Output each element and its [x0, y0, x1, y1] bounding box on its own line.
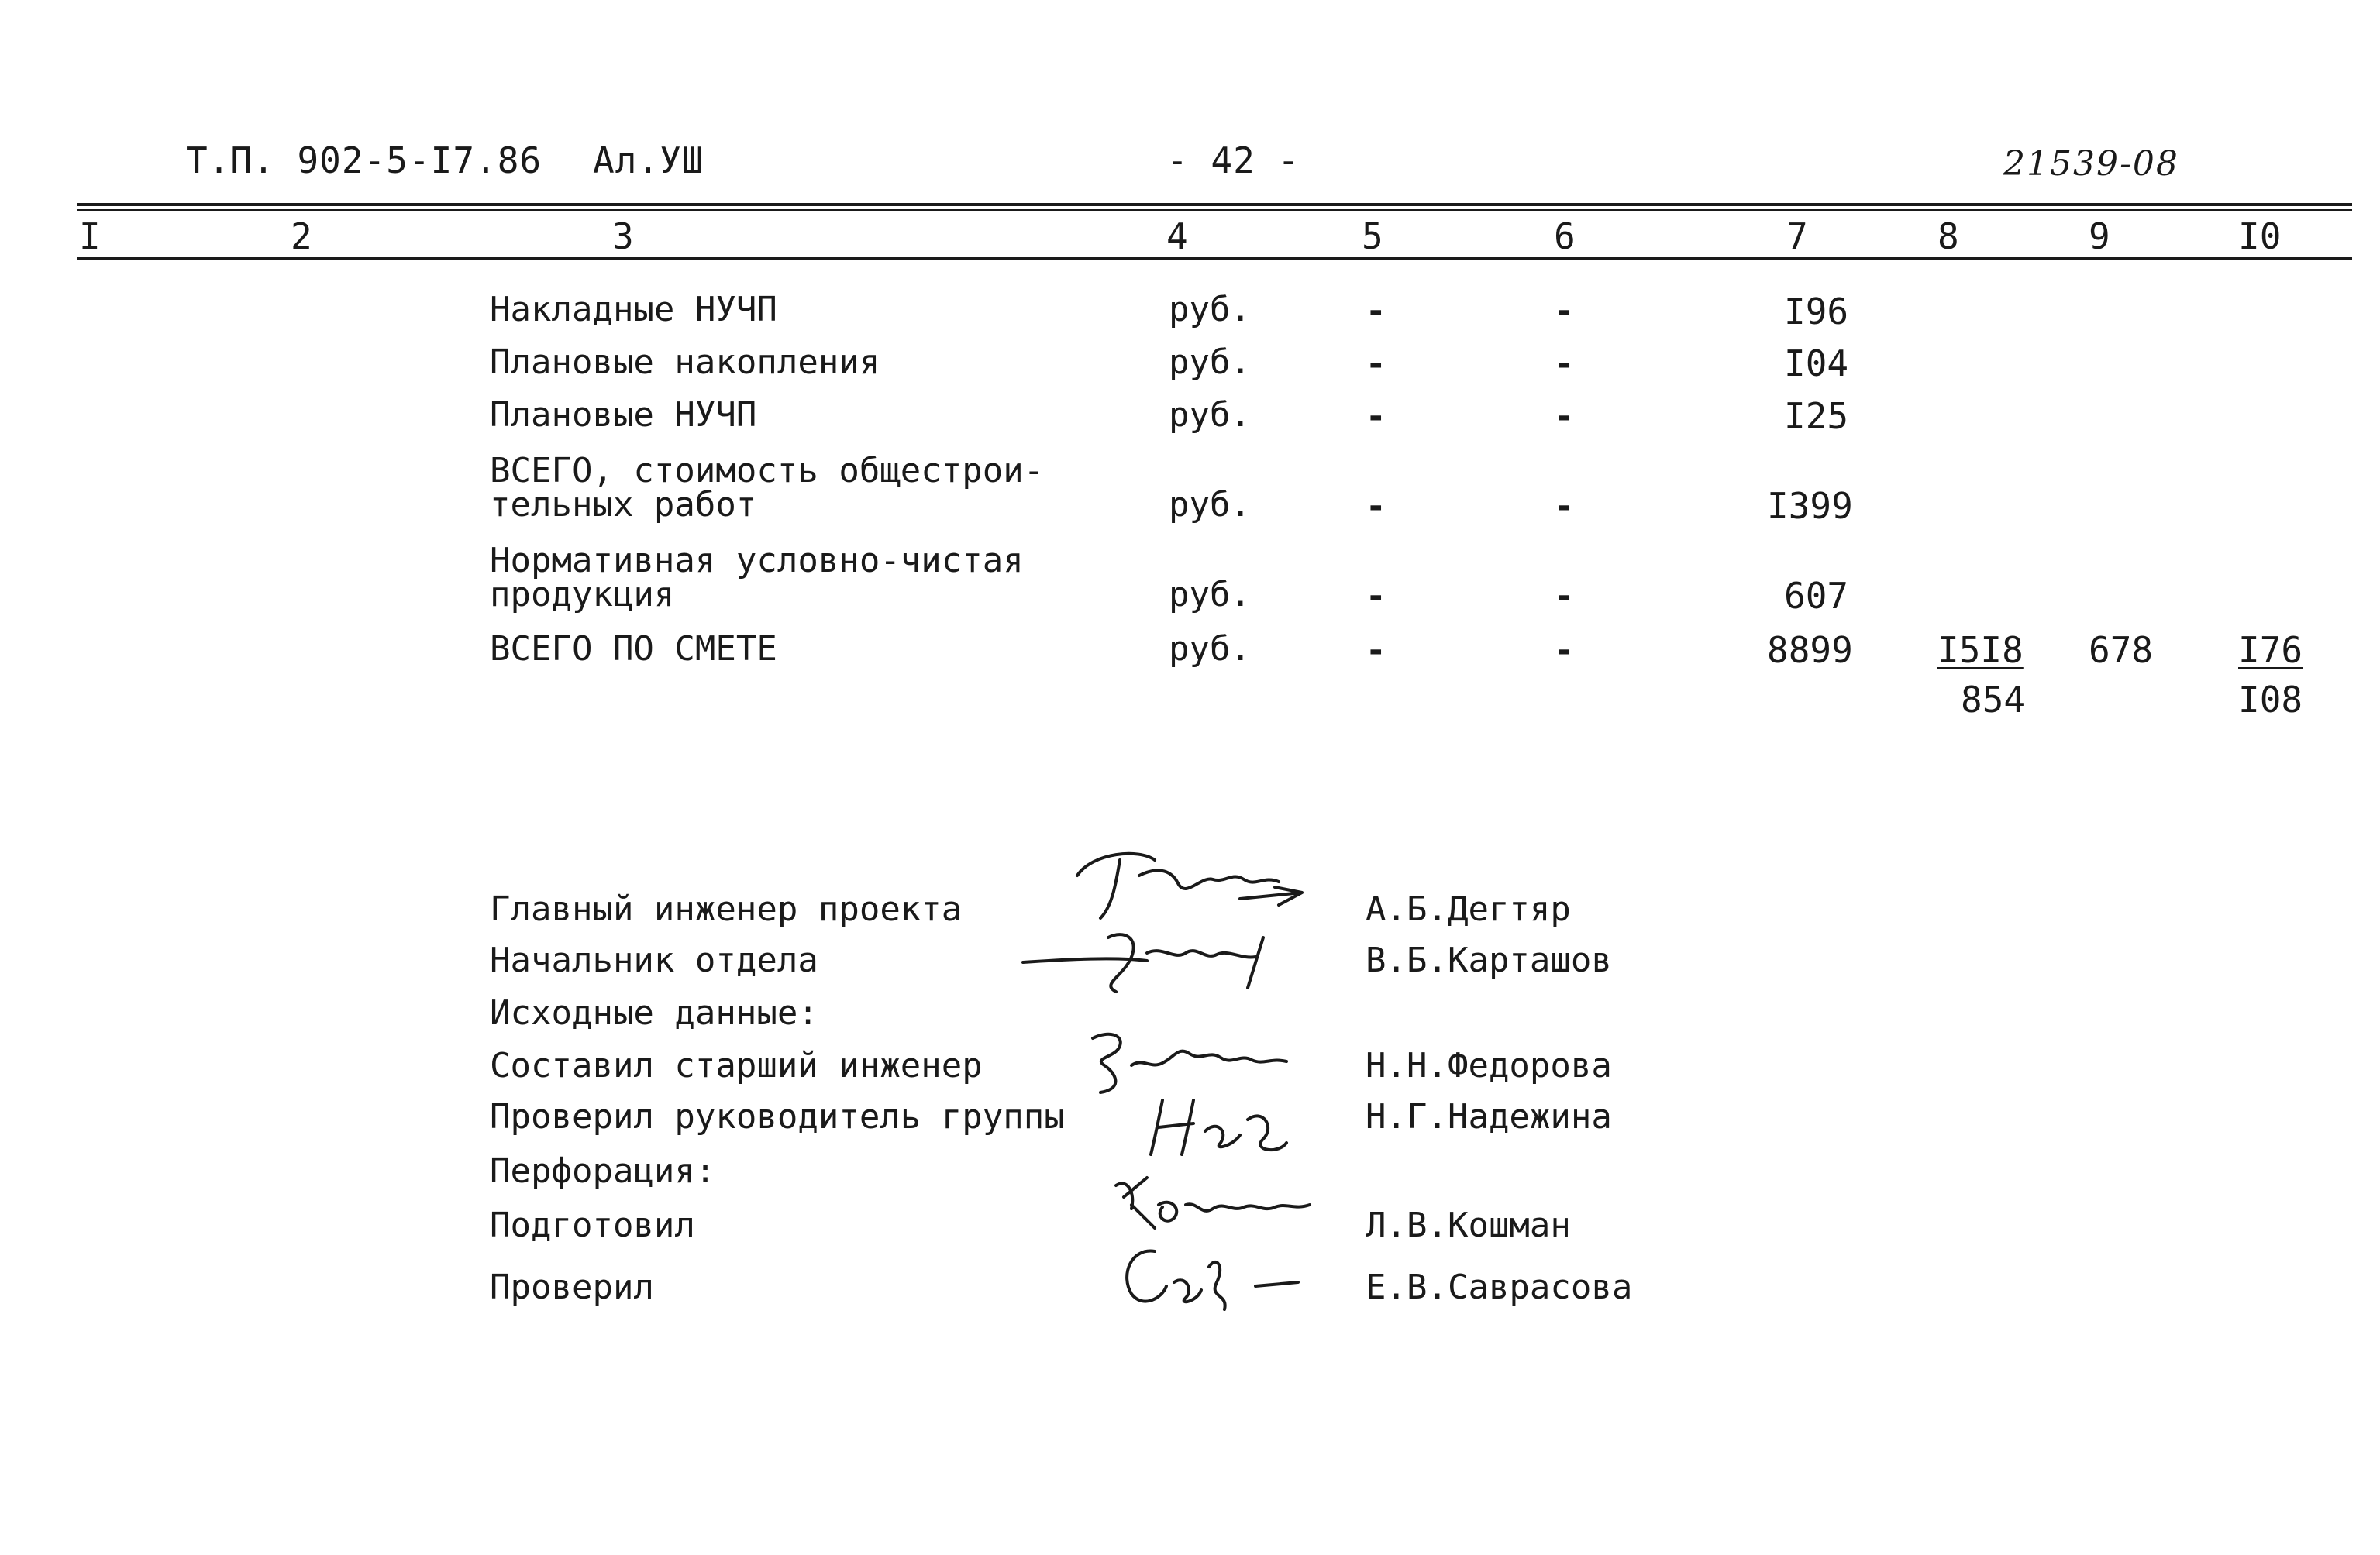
row-col5: - — [1366, 291, 1386, 331]
row-col7: I25 — [1784, 395, 1849, 437]
row-name: Накладные НУЧП — [490, 290, 777, 329]
row-unit: руб. — [1169, 290, 1251, 329]
row-col7: I96 — [1784, 291, 1849, 332]
table-top-rule-thin — [77, 209, 2352, 211]
row-col7: I399 — [1767, 485, 1853, 527]
row-col8-bottom: 854 — [1961, 679, 2026, 721]
table-header-bottom-rule — [77, 257, 2352, 260]
signature-name: А.Б.Дегтяр — [1366, 889, 1571, 929]
row-col5: - — [1366, 631, 1386, 670]
row-col7: 607 — [1784, 575, 1849, 617]
row-col7: I04 — [1784, 342, 1849, 384]
signature-name: Е.В.Саврасова — [1366, 1268, 1633, 1307]
row-name-line-1: ВСЕГО, стоимость общестрои- — [490, 451, 1045, 490]
signature-scribble-2 — [1007, 914, 1317, 999]
column-number-4: 4 — [1166, 215, 1188, 257]
row-name-line-1: Нормативная условно-чистая — [490, 541, 1024, 580]
signature-role: Главный инженер проекта — [490, 889, 963, 929]
column-number-9: 9 — [2089, 215, 2110, 257]
inventory-number: 21539-08 — [2003, 144, 2179, 184]
row-col5: - — [1366, 344, 1386, 384]
row-col5: - — [1366, 576, 1386, 616]
row-col6: - — [1554, 344, 1575, 384]
table-top-rule — [77, 203, 2352, 206]
signature-scribble-6 — [1108, 1236, 1310, 1321]
column-number-2: 2 — [291, 215, 312, 257]
signature-name: Н.Г.Надежина — [1366, 1097, 1612, 1137]
row-unit: руб. — [1169, 342, 1251, 382]
signature-scribble-4 — [1139, 1085, 1310, 1162]
signature-role: Перфорация: — [490, 1151, 716, 1191]
signature-scribble-5 — [1100, 1162, 1333, 1240]
row-col6: - — [1554, 631, 1575, 670]
row-col6: - — [1554, 397, 1575, 436]
row-name: Плановые накопления — [490, 342, 880, 382]
column-number-10: I0 — [2238, 215, 2282, 257]
album-number: Ал.УШ — [593, 139, 704, 181]
row-col10-top: I76 — [2238, 629, 2303, 671]
row-col6: - — [1554, 291, 1575, 331]
row-unit: руб. — [1169, 485, 1251, 525]
row-col5: - — [1366, 397, 1386, 436]
row-col6: - — [1554, 576, 1575, 616]
column-number-1: I — [79, 215, 101, 257]
row-col7: 8899 — [1767, 629, 1853, 671]
signature-role: Начальник отдела — [490, 941, 818, 980]
signature-role: Проверил руководитель группы — [490, 1097, 1065, 1137]
page-number: - 42 - — [1166, 139, 1300, 181]
signature-role: Подготовил — [490, 1206, 695, 1245]
row-unit: руб. — [1169, 395, 1251, 435]
document-code: Т.П. 902-5-I7.86 — [186, 139, 542, 181]
row-col10-bottom: I08 — [2238, 679, 2303, 721]
column-number-8: 8 — [1937, 215, 1959, 257]
signature-name: В.Б.Карташов — [1366, 941, 1612, 980]
row-col6: - — [1554, 487, 1575, 526]
row-col5: - — [1366, 487, 1386, 526]
row-name-line-2: продукция — [490, 575, 675, 614]
column-number-5: 5 — [1362, 215, 1383, 257]
signature-role: Проверил — [490, 1268, 654, 1307]
column-number-6: 6 — [1554, 215, 1576, 257]
signature-role: Исходные данные: — [490, 993, 818, 1033]
signature-name: Л.В.Кошман — [1366, 1206, 1571, 1245]
column-number-7: 7 — [1786, 215, 1808, 257]
row-name: Плановые НУЧП — [490, 395, 757, 435]
column-number-3: 3 — [612, 215, 634, 257]
row-unit: руб. — [1169, 629, 1251, 669]
signature-name: Н.Н.Федорова — [1366, 1046, 1612, 1085]
row-col8-top: I5I8 — [1937, 629, 2024, 671]
row-name-line-2: тельных работ — [490, 485, 757, 525]
row-name: ВСЕГО ПО СМЕТЕ — [490, 629, 777, 669]
row-unit: руб. — [1169, 575, 1251, 614]
row-col9: 678 — [2089, 629, 2154, 671]
signature-role: Составил старший инженер — [490, 1046, 983, 1085]
